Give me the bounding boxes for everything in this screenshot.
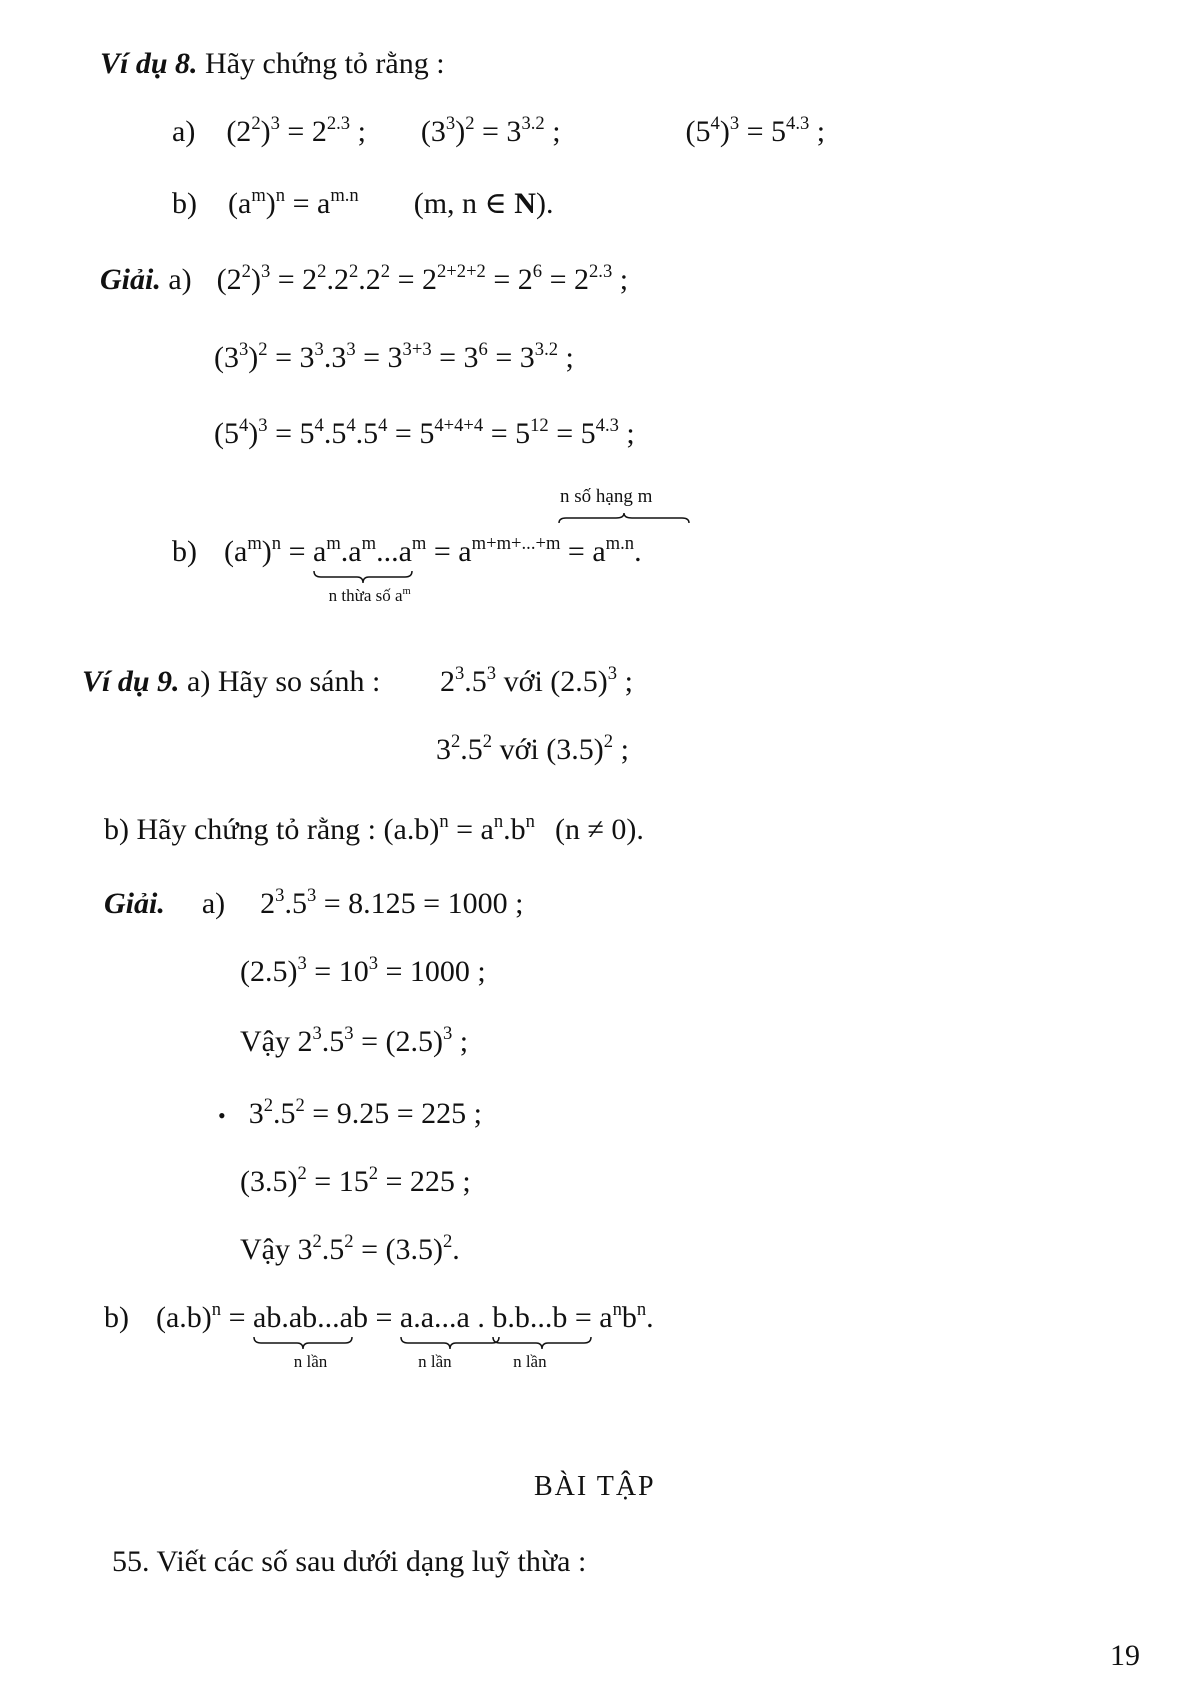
example8-part-b xyxy=(172,186,553,222)
solution8-line2 xyxy=(214,340,574,376)
underbrace-ab: ab.ab...ab n lần xyxy=(253,1301,368,1371)
solution8-formula2: $(3^3)^2 = 3^3.3^3 = 3^{3+3} = 3^6 = 3^{3.2}$ ; xyxy=(214,339,574,374)
example9-part-b: b) Hãy chứng tỏ rằng : $(a.b)^n = a^n.b^n$ (n ≠ 0). xyxy=(104,811,644,846)
part-b-prefix: b) xyxy=(172,187,197,220)
formula-a1: $(2^2)^3 = 2^{2.3}$ ; xyxy=(226,113,366,148)
solution8-part-b: b) $(a^m)^n = a^m.a^m...a^m$ n thừa số $a^m$ = $a^{m+m+...+m} = a^{m.n}$. xyxy=(172,533,642,605)
solution9-line1: Giải. a) $2^3.5^3 = 8.125 = 1000$ ; xyxy=(104,885,524,920)
example8-label: Ví dụ 8. xyxy=(100,47,198,80)
overbrace-caption: n số hạng m xyxy=(560,486,653,507)
example8-intro: Hãy chứng tỏ rằng : xyxy=(205,47,445,80)
example9-compare1: $2^3.5^3$ với $(2.5)^3$ ; xyxy=(440,663,633,698)
example8-part-a xyxy=(172,114,825,150)
part-a-prefix: a) xyxy=(172,115,196,148)
solution8-line1: Giải. a) $(2^2)^3 = 2^2.2^2.2^2 = 2^{2+2+2} = 2^6 = 2^{2.3}$ ; xyxy=(100,261,629,296)
example9-compare2: $3^2.5^2$ với $(3.5)^2$ ; xyxy=(436,731,629,766)
underbrace-product-caption: n thừa số $a^m$ xyxy=(328,586,411,605)
bullet: • xyxy=(218,1103,226,1128)
solution8-formula3: $(5^4)^3 = 5^4.5^4.5^4 = 5^{4+4+4} = 5^{12} = 5^{4.3}$ ; xyxy=(214,415,635,450)
solution8-formula1: $(2^2)^3 = 2^2.2^2.2^2 = 2^{2+2+2} = 2^6 = 2^{2.3}$ ; xyxy=(216,261,629,296)
solution9-line3: Vậy $2^3.5^3 = (2.5)^3$ ; xyxy=(240,1023,469,1058)
solution9-part-b: b) $(a.b)^n = ab.ab...ab$ n lần = a.a...a n lần . b.b...b n lần = $a^nb^n$. xyxy=(104,1299,654,1371)
underbrace-b: b.b...b n lần xyxy=(492,1300,567,1336)
solution9-line2: $(2.5)^3 = 10^3 = 1000$ ; xyxy=(240,953,486,988)
example9-line1: Ví dụ 9. a) Hãy so sánh : xyxy=(82,665,381,698)
exercise-55: 55. Viết các số sau dưới dạng luỹ thừa : xyxy=(112,1545,587,1578)
solution8-formula-b: $(a^m)^n = a^m.a^m...a^m$ n thừa số $a^m$ = $a^{m+m+...+m} = a^{m.n}$. xyxy=(224,533,642,605)
example9-label: Ví dụ 9. xyxy=(82,665,180,698)
solution8-line3 xyxy=(214,416,635,452)
exercises-heading: BÀI TẬP xyxy=(534,1471,656,1502)
solution9-label: Giải. xyxy=(104,887,165,920)
solution9-line6: Vậy $3^2.5^2 = (3.5)^2$. xyxy=(240,1231,460,1266)
page-number: 19 xyxy=(1110,1639,1140,1672)
solution9-line5: $(3.5)^2 = 15^2 = 225$ ; xyxy=(240,1163,471,1198)
formula-a3: $(5^4)^3 = 5^{4.3}$ ; xyxy=(685,113,826,148)
solution8-label: Giải. xyxy=(100,263,161,296)
underbrace-product: $a^m.a^m...a^m$ n thừa số $a^m$ xyxy=(313,533,427,605)
underbrace-a: a.a...a n lần xyxy=(400,1300,470,1336)
formula-b: $(a^m)^n = a^{m.n}$ xyxy=(228,185,359,220)
condition-b: (m, n ∈ N). xyxy=(413,187,554,220)
example8-title xyxy=(100,46,445,82)
formula-a2: $(3^3)^2 = 3^{3.2}$ ; xyxy=(420,113,561,148)
overbrace xyxy=(558,512,690,524)
solution9-line4: • $3^2.5^2 = 9.25 = 225$ ; xyxy=(218,1095,482,1130)
